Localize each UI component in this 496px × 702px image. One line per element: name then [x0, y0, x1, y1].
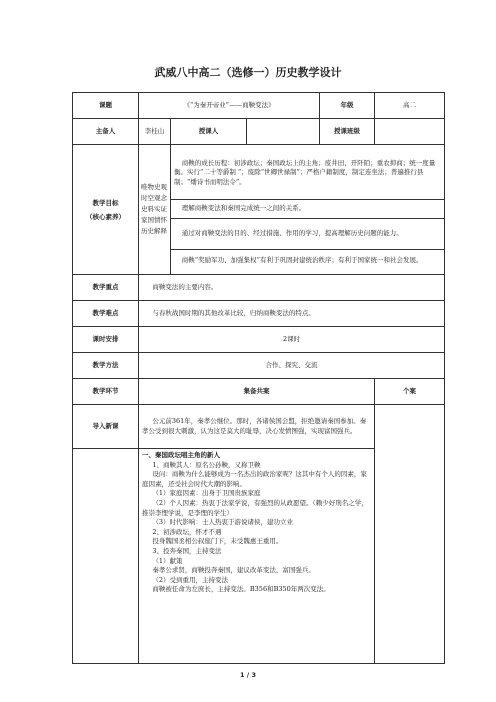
lecturer-label: 授课人 — [171, 119, 247, 145]
process-line: （3）时代影响：士人热衷于游说诸侯，建功立业 — [152, 518, 294, 527]
process-line: （1）家庭因素：出身于卫国贵族家庭 — [152, 489, 261, 498]
goals-content — [171, 145, 445, 275]
row-intro — [73, 405, 445, 449]
preparer-label: 主备人 — [73, 119, 139, 145]
intro-text — [139, 405, 375, 449]
row-hours — [73, 327, 445, 353]
process-line: （2）个人因素：热衷于法家学说，有强烈的从政愿望。（赖少好刑名之学，推崇李悝学说，是李悝的学生） — [142, 498, 368, 517]
intro-paragraph: 公元前361年，秦孝公继位。那时，各诸侯国会盟，拒绝邀请秦国参加。秦孝公受到很大刺激，认为这是莫大的耻辱，决心发愤图强，实现富国强兵。 — [142, 416, 367, 435]
topic-value: 《“为秦开帝业”——商鞅变法》 — [139, 93, 320, 119]
goal-item: 商鞅的成长历程：初涉政坛；秦国政坛上的主角；废井田、开阡陌；重农抑商；统一度量衡。实行“二十等爵制 ”；废除“世卿世禄制”；严格户籍制度，制定连坐法；普遍推行县制；“燔诗书而明法令”。 — [171, 147, 444, 200]
row-difficulties — [73, 301, 445, 327]
shared-header: 集备共案 — [139, 379, 375, 405]
process-line: （2）受到重用，主持变法 — [152, 575, 229, 584]
process-line: 投身魏国丞相公叔座门下，未受魏惠王重用。 — [152, 537, 283, 546]
personal-header: 个案 — [375, 379, 445, 405]
difficulties-label: 教学难点 — [73, 301, 139, 327]
goal-item: 理解商鞅变法和秦国完成统一之间的关系。 — [171, 200, 444, 219]
preparer-value: 李桂山 — [139, 119, 171, 145]
row-goals — [73, 145, 445, 275]
page-number: 1 / 3 — [240, 671, 256, 679]
process-line: （1）献策 — [152, 556, 183, 565]
methods-label: 教学方法 — [73, 353, 139, 379]
process-line: 2、初涉政坛，怀才不遇 — [152, 527, 222, 536]
intro-label: 导入新课 — [73, 405, 139, 449]
key-points-text: 商鞅变法的主要内容。 — [152, 282, 218, 291]
topic-label: 课题 — [73, 93, 139, 119]
class-label: 授课班级 — [320, 119, 375, 145]
lecturer-value — [247, 119, 320, 145]
page-title: 武威八中高二（选修一）历史教学设计 — [154, 66, 342, 79]
goal-item: 商鞅“奖励军功、加强集权”有利于巩固封建统治秩序；有利于国家统一和社会发展。 — [181, 256, 423, 265]
process-heading: 一、秦国政坛唱主角的新人 — [142, 451, 220, 459]
difficulties-text: 与春秋战国时期的其他改革比较，归纳商鞅变法的特点。 — [152, 308, 315, 317]
class-value — [375, 119, 445, 145]
grade-value: 高二 — [375, 93, 445, 119]
process-line: 3、投奔秦国，主持变法 — [152, 546, 222, 555]
goal-item: 通过对商鞅变法的目的、经过措施、作用的学习，提高理解历史问题的能力。 — [171, 219, 444, 250]
methods-value: 合作、探究、交流 — [139, 353, 445, 379]
difficulties-value — [139, 301, 445, 327]
stage-header: 教学环节 — [73, 379, 139, 405]
row-header — [73, 379, 445, 405]
key-points-label: 教学重点 — [73, 275, 139, 301]
process-line: 秦孝公求贤，商鞅投奔秦国，建议改革变法，富国强兵。 — [152, 566, 315, 575]
goals-label: 教学目标 （核心素养） — [73, 145, 139, 275]
grade-label: 年级 — [320, 93, 375, 119]
row-topic — [73, 93, 445, 119]
row-key-points — [73, 275, 445, 301]
key-points-value — [139, 275, 445, 301]
lesson-plan-table — [72, 92, 445, 664]
literacy-list: 唯物史观时空观念史料实证家国情怀历史解释 — [139, 145, 171, 275]
process-label — [73, 449, 139, 664]
process-line: 设问：商鞅为什么能够成为一名杰出的政治家呢？这其中有个人的因素，家庭因素，还受社会时代大潮的影响。 — [142, 470, 367, 488]
process-line: 商鞅被任命为左庶长，主持变法。B356和B350年两次变法。 — [152, 585, 330, 594]
row-methods — [73, 353, 445, 379]
row-preparer — [73, 119, 445, 145]
hours-value: 2课时 — [139, 327, 445, 353]
process-line: 1、商鞅其人：原名公孙鞅，又称卫鞅 — [152, 460, 261, 469]
process-content — [139, 449, 375, 664]
personal-notes — [375, 405, 445, 664]
hours-label: 课时安排 — [73, 327, 139, 353]
